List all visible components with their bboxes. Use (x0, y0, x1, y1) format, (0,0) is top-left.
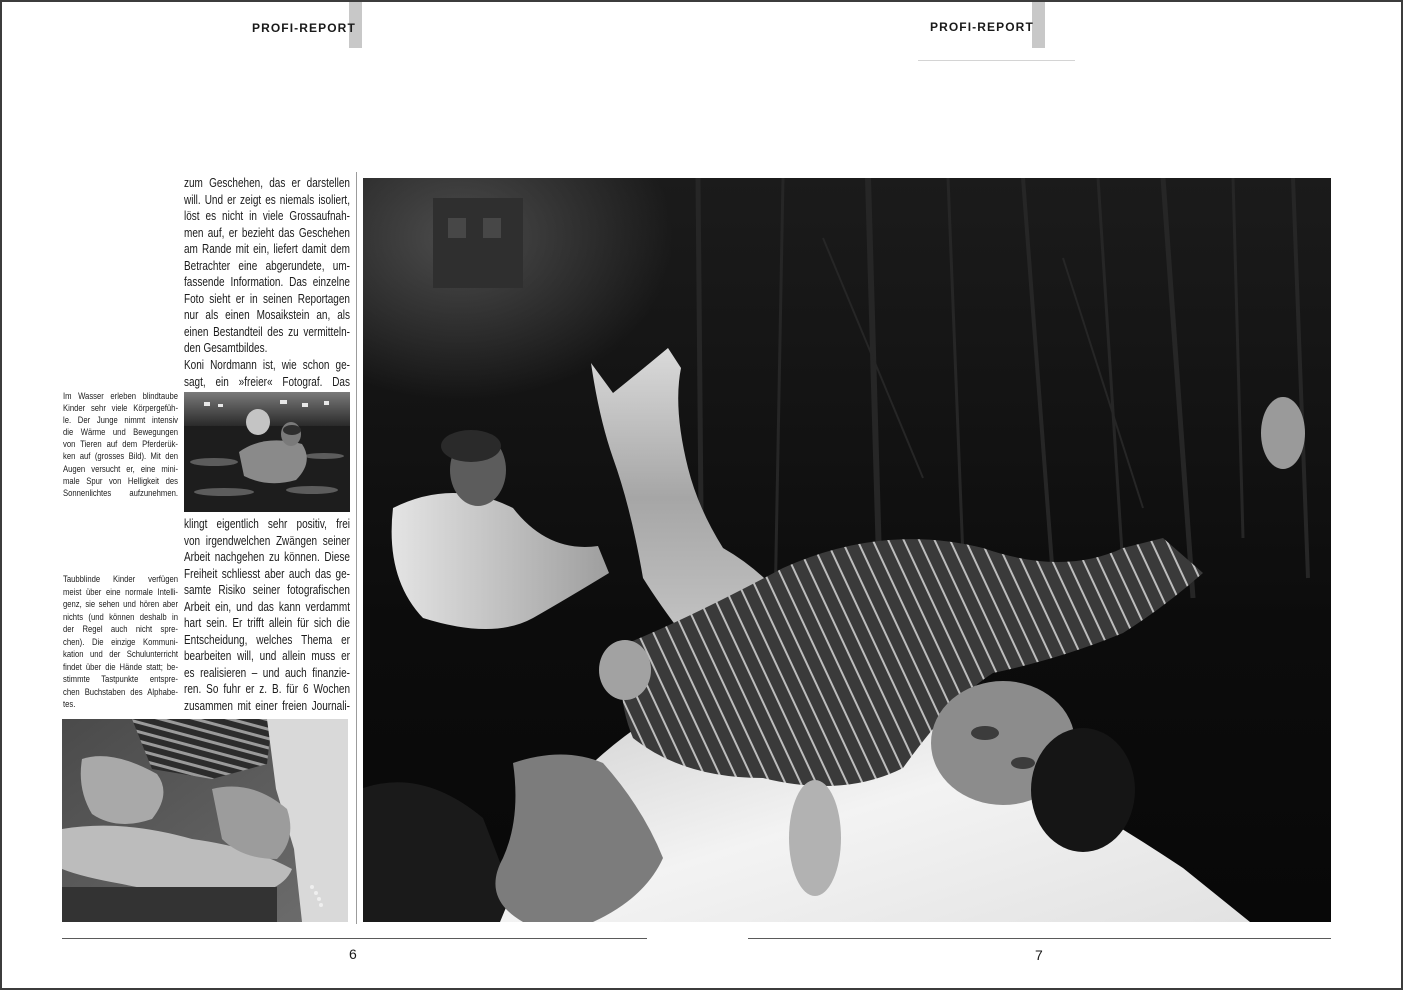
text-line: Freiheit schliesst aber auch das ge- (184, 566, 350, 581)
footer-rule-right (748, 938, 1331, 939)
page-number-left: 6 (349, 946, 357, 962)
text-line: samte Risiko seiner fotografischen (184, 583, 350, 598)
text-line: nur als einen Mosaikstein an, als (184, 308, 350, 323)
text-line: zusammen mit einer freien Journali- (184, 699, 350, 714)
caption-line: Kinder sehr viele Körpergefüh- (63, 403, 178, 415)
caption-line: der Regel auch nicht spre- (63, 624, 178, 635)
caption-line: nichts (und können deshalb in (63, 611, 178, 623)
text-line: Betrachter eine abgerundete, um- (184, 258, 350, 273)
text-line: löst es nicht in viele Grossaufnah- (184, 209, 350, 224)
caption-line: kation und der Schulunterricht (63, 649, 178, 660)
caption-hands-photo (63, 574, 178, 712)
text-line: ren. So fuhr er z. B. für 6 Wochen (184, 682, 350, 697)
text-line: sagt, ein »freier« Fotograf. Das (184, 374, 350, 389)
main-photo (363, 178, 1331, 922)
section-header-left: PROFI-REPORT (252, 21, 356, 35)
column-separator (356, 172, 357, 924)
caption-line: tes. (63, 699, 76, 710)
caption-line: male Spur von Helligkeit des (63, 475, 178, 487)
text-line: zum Geschehen, das er darstellen (184, 176, 350, 190)
text-line: hart sein. Er trifft allein für sich die (184, 616, 350, 631)
text-line: will. Und er zeigt es niemals isoliert, (184, 192, 350, 207)
article-column-bottom (184, 516, 350, 715)
text-line: bearbeiten will, und allein muss er (184, 649, 350, 664)
caption-line: meist über eine normale Intelli- (63, 586, 178, 598)
caption-line: Sonnenlichtes aufzunehmen. (63, 487, 178, 499)
text-line: Koni Nordmann ist, wie schon ge- (184, 358, 350, 373)
text-line: Arbeit ein, und das kann verdammt (184, 599, 350, 614)
footer-rule-left (62, 938, 647, 939)
pool-photo (184, 392, 350, 512)
table-edge (62, 887, 277, 922)
article-column-top (184, 175, 350, 390)
caption-line: chen). Die einzige Kommuni- (63, 636, 178, 648)
text-line: klingt eigentlich sehr positiv, frei (184, 517, 350, 531)
hands-photo (62, 719, 348, 922)
caption-line: von Tieren auf dem Pferderük- (63, 439, 178, 451)
caption-line: Augen versucht er, eine mini- (63, 463, 178, 475)
header-tab-bar-right (1032, 0, 1045, 48)
text-line: Foto sieht er in seinen Reportagen (184, 291, 350, 306)
text-line: am Rande mit ein, liefert damit dem (184, 242, 350, 257)
text-line: Entscheidung, welches Thema er (184, 632, 350, 647)
house-facade (433, 198, 523, 288)
caption-line: ken auf (grosses Bild). Mit den (63, 451, 178, 463)
caption-line: genz, sie sehen und hören aber (63, 599, 178, 610)
text-line: es realisieren – und auch finanzie- (184, 665, 350, 680)
caption-line: chen Buchstaben des Alphabe- (63, 686, 178, 698)
text-line: fassende Information. Das einzelne (184, 275, 350, 290)
text-line: men auf, er bezieht das Geschehen (184, 225, 350, 240)
caption-line: findet über die Hände statt; be- (63, 661, 178, 673)
page-number-right: 7 (1035, 947, 1043, 963)
caption-line: stimmte Tastpunkte entspre- (63, 674, 178, 685)
text-line: von irgendwelchen Zwängen seiner (184, 533, 350, 548)
text-line: einen Bestandteil des zu vermitteln- (184, 324, 350, 339)
caption-line: le. Der Junge nimmt intensiv (63, 415, 178, 427)
header-rule-right (918, 60, 1075, 61)
caption-pool-photo (63, 391, 178, 500)
text-line: Arbeit nachgehen zu können. Diese (184, 550, 350, 565)
caption-line: Im Wasser erleben blindtaube (63, 391, 178, 402)
caption-line: die Wärme und Bewegungen (63, 427, 178, 439)
text-line: den Gesamtbildes. (184, 341, 268, 356)
caption-line: Taubblinde Kinder verfügen (63, 574, 178, 585)
section-header-right: PROFI-REPORT (930, 20, 1034, 34)
